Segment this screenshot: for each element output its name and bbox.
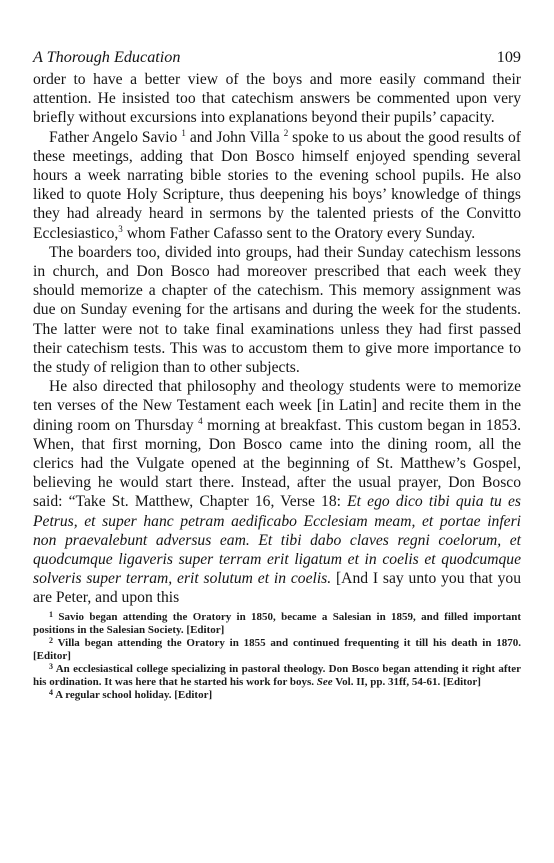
text-run: Savio began attending the Oratory in 1850, became a Salesian in 1859, and filled important positions in the Salesian Society. [Editor] xyxy=(33,610,521,636)
text-run: [And I say unto you that you are Peter, and upon this xyxy=(33,570,521,607)
italic-text: Et ego dico tibi quia tu es Petrus, et super hanc petram aedificabo Ecclesiam meam, et portae inferi non praevalebunt adversus eam. Et tibi dabo claves regni coelorum, et quodcumque ligaveris super terram erit ligatum et in coelis et quodcumque solveris super terram, erit solutum et in coelis. xyxy=(33,493,521,588)
footnote-marker: 3 xyxy=(118,223,123,234)
paragraph xyxy=(33,128,521,243)
text-run: whom Father Cafasso sent to the Oratory every Sunday. xyxy=(122,224,476,242)
page xyxy=(33,48,521,702)
footnotes xyxy=(33,611,521,702)
text-run: He also directed that philosophy and theology students were to memorize ten verses of the New Testament each week [in Latin] and recite them in the dining room on Thursday xyxy=(33,378,521,434)
page-number: 109 xyxy=(496,48,521,66)
text-run: Father Angelo Savio xyxy=(49,128,182,146)
text-run: An ecclesiastical college specializing in pastoral theology. Don Bosco began attending it right after his ordination. It was here that he started his work for boys. xyxy=(33,662,521,688)
body-text xyxy=(33,70,521,608)
text-run: morning at breakfast. This custom began in 1853. When, that first morning, Don Bosco came into the dining room, all the clerics had the Vulgate opened at the beginning of St. Matthew’s Gospel, believing he would start there. Instead, after the usual prayer, Don Bosco said: “Take St. Matthew, Chapter 16, Verse 18: xyxy=(33,416,521,511)
footnote-marker: 3 xyxy=(49,661,53,671)
running-title: A Thorough Education xyxy=(33,48,181,66)
italic-text: See xyxy=(316,675,333,688)
text-run: and John Villa xyxy=(185,128,284,146)
footnote xyxy=(33,611,521,637)
text-run: Vol. II, pp. 31ff, 54-61. [Editor] xyxy=(332,675,481,688)
footnote-marker: 1 xyxy=(49,609,53,619)
footnote-marker: 2 xyxy=(49,635,53,645)
text-run: order to have a better view of the boys and more easily command their attention. He insisted too that catechism answers be commented upon very briefly without excursions into explanations beyond their pupils’ capacity. xyxy=(33,71,521,127)
footnote xyxy=(33,663,521,689)
footnote-marker: 2 xyxy=(283,127,289,138)
footnote xyxy=(33,637,521,663)
paragraph xyxy=(33,243,521,377)
text-run: spoke to us about the good results of these meetings, adding that Don Bosco himself enjoyed spending several hours a week narrating bible stories to the evening school pupils. He also liked to quote Holy Scripture, thus deepening his boys’ knowledge of things they had already heard in sermons by the talented priests of the Convitto Ecclesiastico, xyxy=(33,128,521,242)
paragraph xyxy=(33,377,521,607)
text-run: Villa began attending the Oratory in 1855 and continued frequenting it till his death in 1870. [Editor] xyxy=(33,636,521,662)
text-run: The boarders too, divided into groups, had their Sunday catechism lessons in church, and Don Bosco had moreover prescribed that each week they should memorize a chapter of the catechism. This memory assignment was due on Sunday evening for the artisans and during the week for the students. The latter were not to take final examinations unless they had first passed their catechism tests. This was to accustom them to give more importance to the study of religion than to other subjects. xyxy=(33,243,521,377)
footnote xyxy=(33,689,521,702)
footnote-marker: 1 xyxy=(181,127,186,138)
running-header xyxy=(33,48,521,67)
paragraph xyxy=(33,70,521,128)
footnote-marker: 4 xyxy=(198,415,203,426)
footnote-marker: 4 xyxy=(49,687,53,697)
text-run: A regular school holiday. [Editor] xyxy=(53,688,213,701)
